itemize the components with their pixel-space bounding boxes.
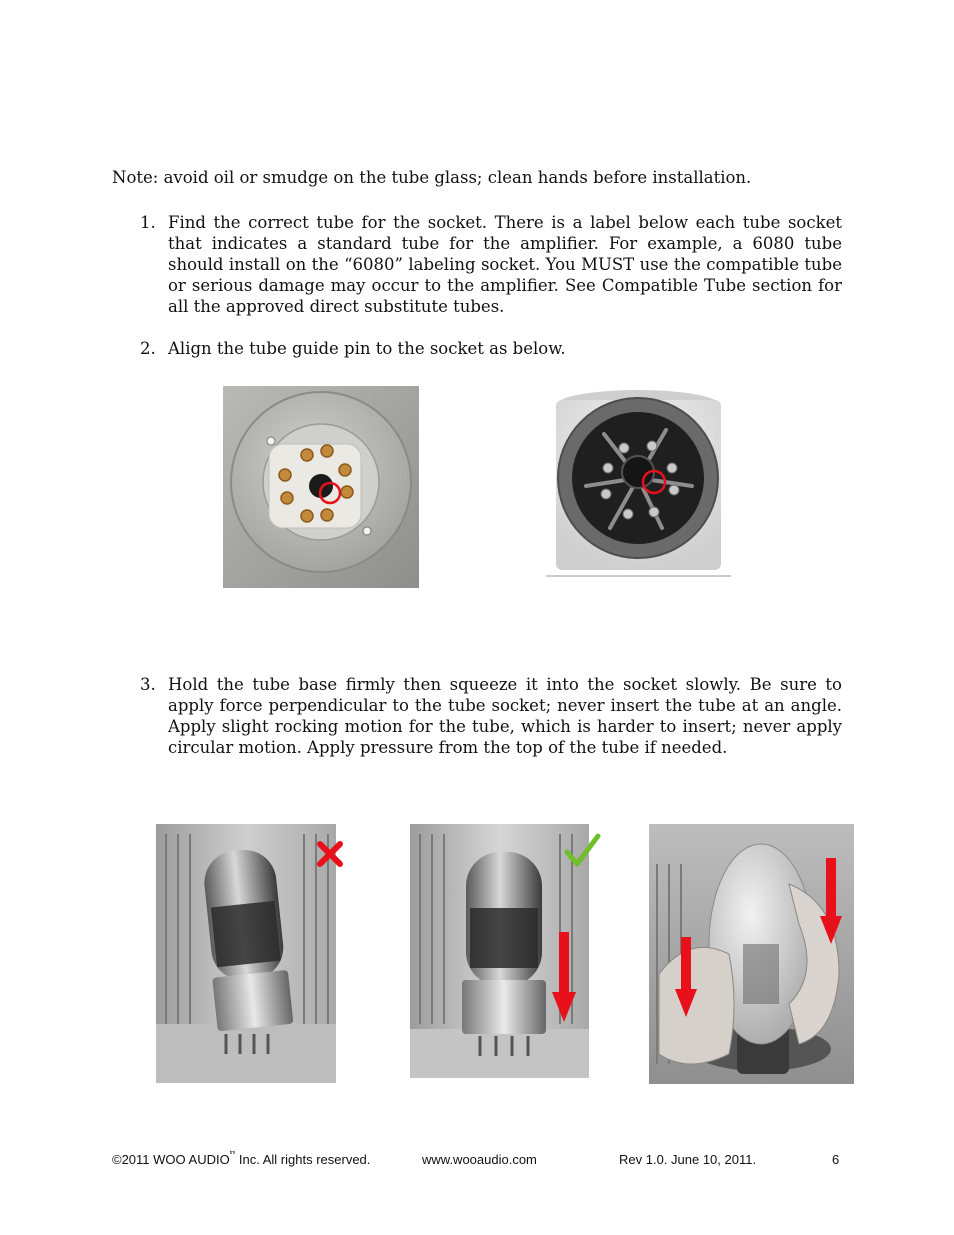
step-text: Align the tube guide pin to the socket as below. — [168, 339, 566, 358]
step-number: 1. — [140, 213, 156, 232]
socket-photo — [223, 386, 419, 588]
step-number: 3. — [140, 675, 156, 694]
tube-base-photo — [546, 386, 731, 578]
cross-mark-icon — [314, 838, 346, 870]
footer-website-link[interactable]: www.wooaudio.com — [422, 1152, 537, 1167]
step-number: 2. — [140, 339, 156, 358]
footer-revision: Rev 1.0. June 10, 2011. — [619, 1152, 757, 1167]
page-number: 6 — [832, 1152, 840, 1167]
down-arrow-icon — [675, 937, 697, 1017]
installation-note: Note: avoid oil or smudge on the tube glass; clean hands before installation. — [112, 168, 752, 187]
step-1 — [140, 212, 842, 317]
down-arrow-icon — [552, 932, 576, 1022]
step-3 — [140, 674, 842, 758]
angled-insert-photo — [156, 824, 336, 1083]
check-mark-icon — [562, 830, 602, 870]
trademark-mark: tm — [229, 1150, 236, 1156]
copyright-text: ©2011 WOO AUDIO — [112, 1152, 230, 1167]
step-text: Hold the tube base firmly then squeeze it into the socket slowly. Be sure to apply force perpendicular to the tube socket; never insert the tube at an angle. Apply slight rocking motion for the tube, which is harder to insert; never apply circular motion. Apply pressure from the top of the tube if needed. — [168, 675, 842, 757]
copyright-suffix: Inc. All rights reserved. — [235, 1152, 371, 1167]
footer-copyright — [112, 1152, 370, 1167]
down-arrow-icon — [820, 858, 842, 944]
step-2 — [140, 338, 842, 359]
step-text: Find the correct tube for the socket. There is a label below each tube socket that indicates a standard tube for the amplifier. For example, a 6080 tube should install on the “6080” labeling socket. You MUST use the compatible tube or serious damage may occur to the amplifier. See Compatible Tube section for all the approved direct substitute tubes. — [168, 213, 842, 316]
